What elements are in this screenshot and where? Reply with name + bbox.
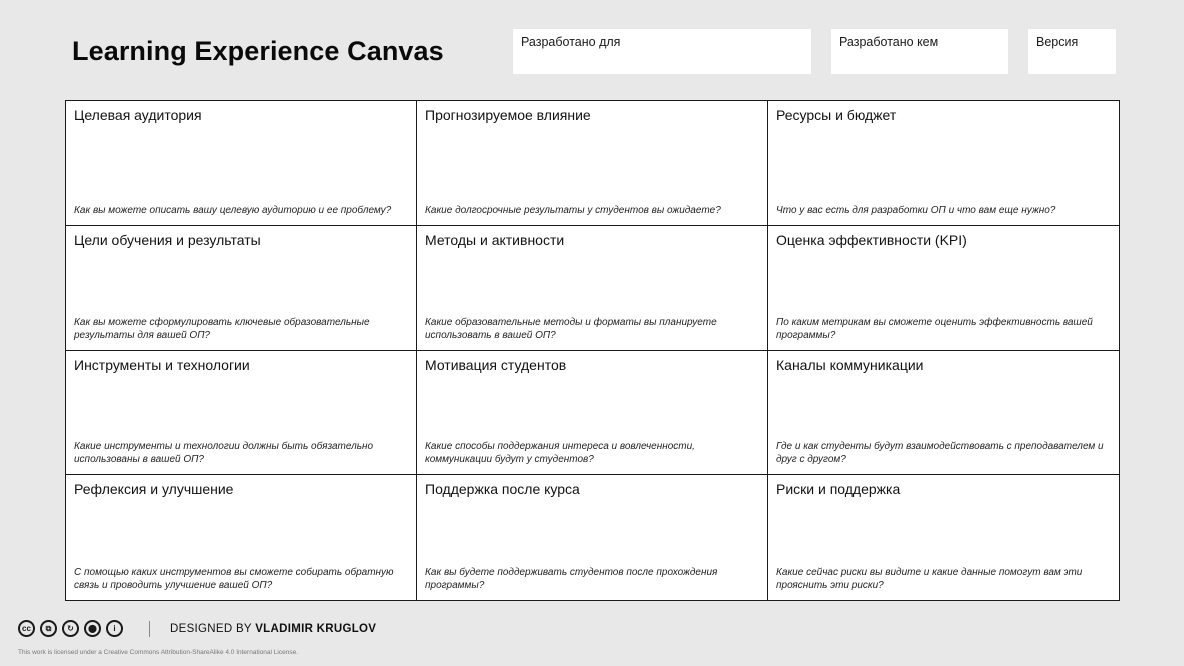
canvas-cell-risks-support[interactable] <box>768 475 1119 600</box>
cell-title: Мотивация студентов <box>425 356 567 373</box>
version-label: Версия <box>1036 35 1079 49</box>
cell-title: Ресурсы и бюджет <box>776 107 897 123</box>
canvas-cell-target-audience[interactable] <box>66 101 417 226</box>
page-title: Learning Experience Canvas <box>72 36 444 66</box>
cell-question: Где и как студенты будут взаимодействовать с преподавателем и друг с другом? <box>776 441 1104 466</box>
nc-icon: ⬤ <box>84 620 101 637</box>
cell-question: Какие долгосрочные результаты у студентов вы ожидаете? <box>425 204 721 216</box>
cell-question: Как вы можете сформулировать ключевые образовательные результаты для вашей ОП? <box>74 316 370 341</box>
cell-question: Что у вас есть для разработки ОП и что вам еще нужно? <box>776 204 1056 216</box>
cell-question: С помощью каких инструментов вы сможете собирать обратную связь и проводить улучшение вашей ОП? <box>74 567 394 591</box>
cell-question: Как вы будете поддерживать студентов после прохождения программы? <box>425 567 718 591</box>
cell-question: Какие способы поддержания интереса и вовлеченности, коммуникации будут у студентов? <box>425 441 695 466</box>
license-text: This work is licensed under a Creative Commons Attribution-ShareAlike 4.0 International License. <box>18 649 298 656</box>
designed-by <box>170 623 376 635</box>
version-field[interactable] <box>1028 29 1116 74</box>
developed-for-label: Разработано для <box>521 35 621 49</box>
cc-icon: cc <box>18 620 35 637</box>
canvas-cell-tools-technology[interactable] <box>66 351 417 476</box>
by-sa-icon: ↻ <box>62 620 79 637</box>
canvas-cell-resources-budget[interactable] <box>768 101 1119 226</box>
canvas-cell-methods-activities[interactable] <box>417 226 768 351</box>
canvas-grid <box>65 100 1120 601</box>
cell-title: Рефлексия и улучшение <box>74 481 234 498</box>
canvas-cell-predicted-impact[interactable] <box>417 101 768 226</box>
cell-title: Цели обучения и результаты <box>74 231 261 248</box>
cell-question: По каким метрикам вы сможете оценить эффективность вашей программы? <box>776 316 1093 341</box>
canvas-cell-communication-channels[interactable] <box>768 351 1119 476</box>
cell-title: Оценка эффективности (KPI) <box>776 231 967 248</box>
developed-by-field[interactable] <box>831 29 1008 74</box>
developed-for-field[interactable] <box>513 29 811 74</box>
canvas-cell-reflection-improvement[interactable] <box>66 475 417 600</box>
cell-title: Прогнозируемое влияние <box>425 107 591 123</box>
designer-name: VLADIMIR KRUGLOV <box>255 623 377 635</box>
cell-title: Поддержка после курса <box>425 481 580 498</box>
footer-divider <box>149 621 150 637</box>
cell-title: Каналы коммуникации <box>776 356 924 373</box>
copy-icon: ⧉ <box>40 620 57 637</box>
canvas-cell-learning-goals[interactable] <box>66 226 417 351</box>
license-icons <box>18 620 123 637</box>
cell-question: Какие сейчас риски вы видите и какие данные помогут вам эти прояснить эти риски? <box>776 567 1083 591</box>
cell-title: Методы и активности <box>425 231 565 248</box>
canvas-cell-post-course-support[interactable] <box>417 475 768 600</box>
cell-question: Как вы можете описать вашу целевую аудиторию и ее проблему? <box>74 204 392 216</box>
cell-question: Какие образовательные методы и форматы вы планируете использовать в вашей ОП? <box>425 316 717 341</box>
cell-title: Инструменты и технологии <box>74 356 250 373</box>
designed-prefix: DESIGNED BY <box>170 623 252 635</box>
developed-by-label: Разработано кем <box>839 35 939 49</box>
cell-title: Целевая аудитория <box>74 107 202 123</box>
cell-title: Риски и поддержка <box>776 481 901 498</box>
cell-question: Какие инструменты и технологии должны быть обязательно использованы в вашей ОП? <box>74 441 374 466</box>
person-icon: i <box>106 620 123 637</box>
canvas-cell-student-motivation[interactable] <box>417 351 768 476</box>
canvas-cell-kpi[interactable] <box>768 226 1119 351</box>
